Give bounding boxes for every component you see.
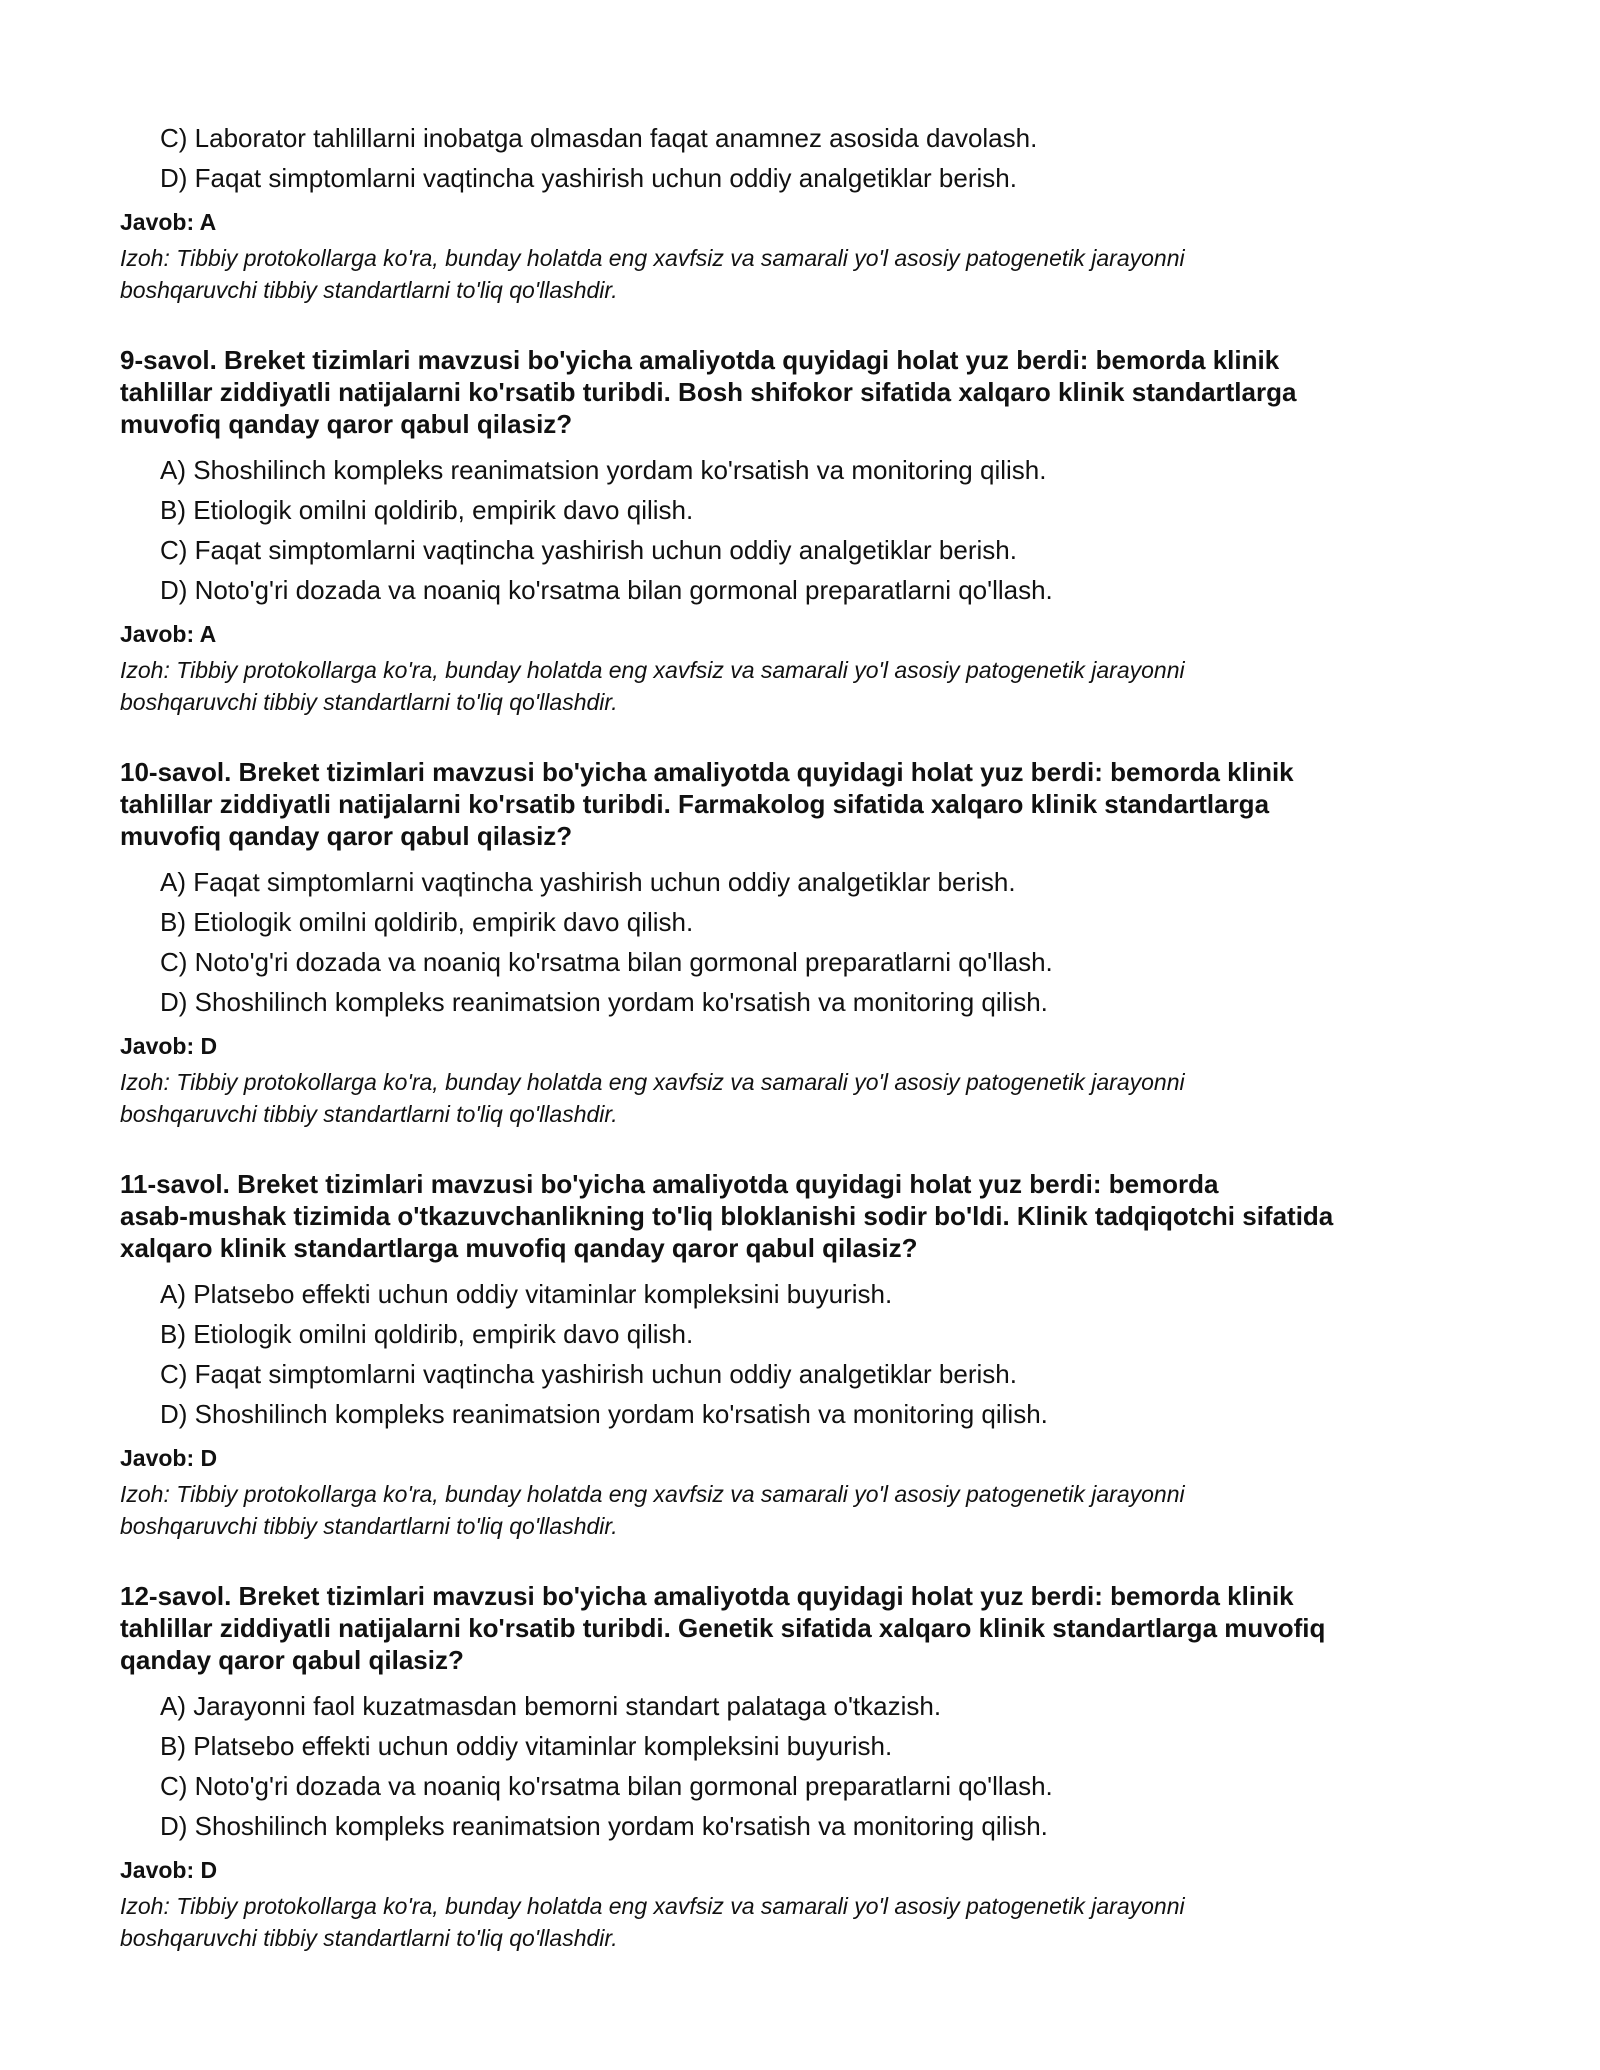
answer-label: Javob: A [120,209,217,235]
option-d: D) Faqat simptomlarni vaqtincha yashirish uchun oddiy analgetiklar berish. [160,163,1017,193]
question-block-9 [120,344,1500,718]
options-list [120,862,1500,1022]
continued-question-block [120,118,1500,306]
option-d: D) Shoshilinch kompleks reanimatsion yordam ko'rsatish va monitoring qilish. [160,987,1048,1017]
explanation-line: boshqaruvchi tibbiy standartlarni to'liq qo'llashdir. [120,689,618,715]
explanation-note [120,1890,1500,1954]
option-c: C) Noto'g'ri dozada va noaniq ko'rsatma bilan gormonal preparatlarni qo'llash. [160,947,1053,977]
question-line: tahlillar ziddiyatli natijalarni ko'rsatib turibdi. Bosh shifokor sifatida xalqaro klinik standartlarga [120,377,1297,407]
option-a: A) Faqat simptomlarni vaqtincha yashirish uchun oddiy analgetiklar berish. [160,867,1016,897]
explanation-line: boshqaruvchi tibbiy standartlarni to'liq qo'llashdir. [120,1513,618,1539]
question-line: muvofiq qanday qaror qabul qilasiz? [120,409,573,439]
explanation-line: Izoh: Tibbiy protokollarga ko'ra, bunday holatda eng xavfsiz va samarali yo'l asosiy patogenetik jarayonni [120,1481,1185,1507]
explanation-note [120,654,1500,718]
option-a: A) Platsebo effekti uchun oddiy vitaminlar kompleksini buyurish. [160,1279,893,1309]
option-c: C) Laborator tahlillarni inobatga olmasdan faqat anamnez asosida davolash. [160,123,1038,153]
question-line: 11-savol. Breket tizimlari mavzusi bo'yicha amaliyotda quyidagi holat yuz berdi: bemorda [120,1169,1219,1199]
explanation-line: Izoh: Tibbiy protokollarga ko'ra, bunday holatda eng xavfsiz va samarali yo'l asosiy patogenetik jarayonni [120,657,1185,683]
question-line: qanday qaror qabul qilasiz? [120,1645,464,1675]
option-c: C) Faqat simptomlarni vaqtincha yashirish uchun oddiy analgetiklar berish. [160,535,1017,565]
explanation-line: boshqaruvchi tibbiy standartlarni to'liq qo'llashdir. [120,1101,618,1127]
question-line: tahlillar ziddiyatli natijalarni ko'rsatib turibdi. Farmakolog sifatida xalqaro klinik standartlarga [120,789,1270,819]
answer-label: Javob: D [120,1445,218,1471]
question-text [120,1168,1500,1264]
option-d: D) Noto'g'ri dozada va noaniq ko'rsatma bilan gormonal preparatlarni qo'llash. [160,575,1053,605]
question-line: tahlillar ziddiyatli natijalarni ko'rsatib turibdi. Genetik sifatida xalqaro klinik standartlarga muvofiq [120,1613,1326,1643]
option-b: B) Etiologik omilni qoldirib, empirik davo qilish. [160,1319,694,1349]
question-block-12 [120,1580,1500,1954]
option-b: B) Etiologik omilni qoldirib, empirik davo qilish. [160,907,694,937]
option-c: C) Noto'g'ri dozada va noaniq ko'rsatma bilan gormonal preparatlarni qo'llash. [160,1771,1053,1801]
option-d: D) Shoshilinch kompleks reanimatsion yordam ko'rsatish va monitoring qilish. [160,1811,1048,1841]
question-line: muvofiq qanday qaror qabul qilasiz? [120,821,573,851]
explanation-note [120,242,1500,306]
explanation-line: Izoh: Tibbiy protokollarga ko'ra, bunday holatda eng xavfsiz va samarali yo'l asosiy patogenetik jarayonni [120,1069,1185,1095]
question-line: asab-mushak tizimida o'tkazuvchanlikning to'liq bloklanishi sodir bo'ldi. Klinik tadqiqotchi sifatida [120,1201,1334,1231]
question-line: xalqaro klinik standartlarga muvofiq qanday qaror qabul qilasiz? [120,1233,918,1263]
option-a: A) Jarayonni faol kuzatmasdan bemorni standart palataga o'tkazish. [160,1691,942,1721]
explanation-line: Izoh: Tibbiy protokollarga ko'ra, bunday holatda eng xavfsiz va samarali yo'l asosiy patogenetik jarayonni [120,1893,1185,1919]
answer-label: Javob: D [120,1857,218,1883]
question-text [120,344,1500,440]
question-line: 12-savol. Breket tizimlari mavzusi bo'yicha amaliyotda quyidagi holat yuz berdi: bemorda klinik [120,1581,1294,1611]
explanation-line: boshqaruvchi tibbiy standartlarni to'liq qo'llashdir. [120,1925,618,1951]
options-list [120,1274,1500,1434]
question-text [120,1580,1500,1676]
option-b: B) Platsebo effekti uchun oddiy vitaminlar kompleksini buyurish. [160,1731,893,1761]
explanation-line: boshqaruvchi tibbiy standartlarni to'liq qo'llashdir. [120,277,618,303]
option-a: A) Shoshilinch kompleks reanimatsion yordam ko'rsatish va monitoring qilish. [160,455,1047,485]
question-block-11 [120,1168,1500,1542]
options-list [120,450,1500,610]
explanation-note [120,1478,1500,1542]
option-c: C) Faqat simptomlarni vaqtincha yashirish uchun oddiy analgetiklar berish. [160,1359,1017,1389]
option-d: D) Shoshilinch kompleks reanimatsion yordam ko'rsatish va monitoring qilish. [160,1399,1048,1429]
answer-label: Javob: A [120,621,217,647]
options-list [120,118,1500,198]
question-line: 9-savol. Breket tizimlari mavzusi bo'yicha amaliyotda quyidagi holat yuz berdi: bemorda klinik [120,345,1280,375]
question-block-10 [120,756,1500,1130]
options-list [120,1686,1500,1846]
explanation-note [120,1066,1500,1130]
answer-label: Javob: D [120,1033,218,1059]
option-b: B) Etiologik omilni qoldirib, empirik davo qilish. [160,495,694,525]
document-page [120,118,1500,1954]
question-text [120,756,1500,852]
explanation-line: Izoh: Tibbiy protokollarga ko'ra, bunday holatda eng xavfsiz va samarali yo'l asosiy patogenetik jarayonni [120,245,1185,271]
question-line: 10-savol. Breket tizimlari mavzusi bo'yicha amaliyotda quyidagi holat yuz berdi: bemorda klinik [120,757,1294,787]
